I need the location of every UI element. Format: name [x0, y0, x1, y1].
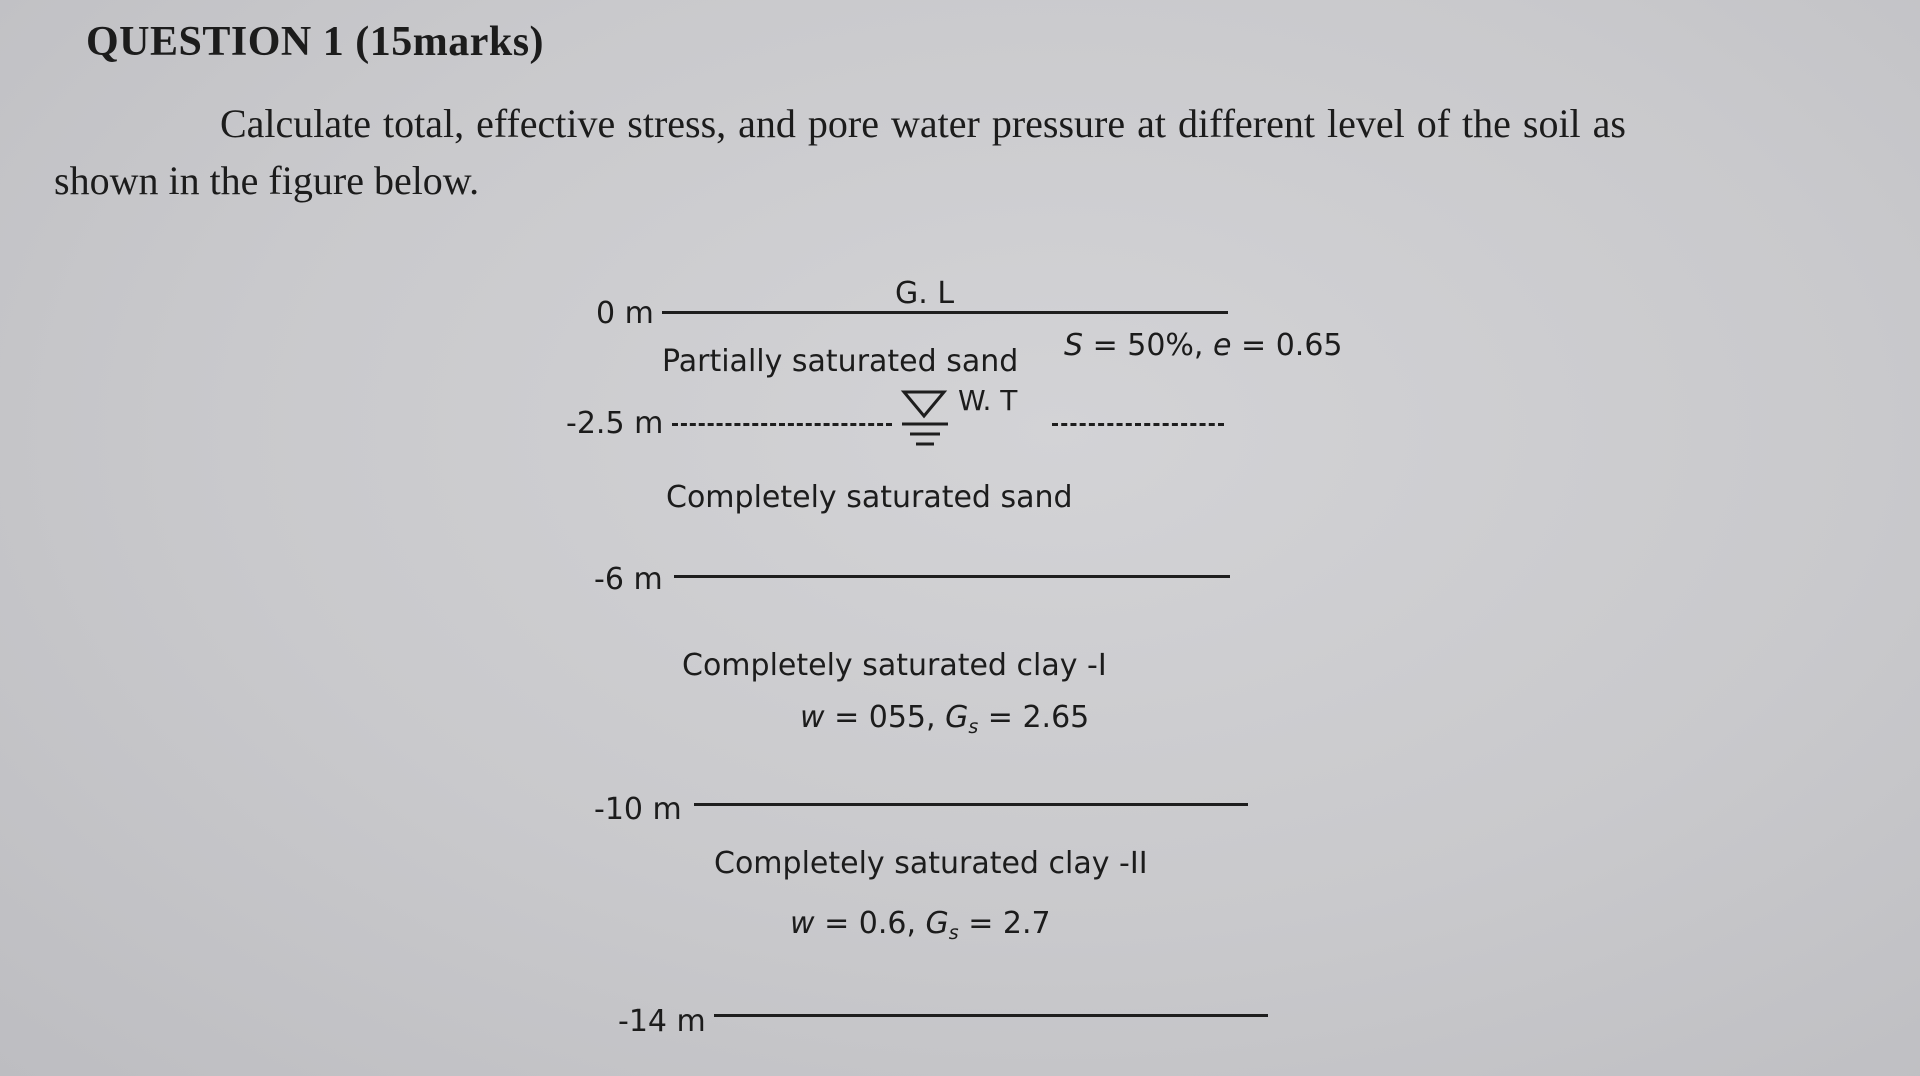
- depth-label-10m: -10 m: [594, 792, 682, 827]
- layer-props-saturated-clay-1: [800, 700, 1089, 738]
- water-content-value: = 0.6,: [814, 906, 926, 941]
- depth-label-6m: -6 m: [594, 562, 663, 597]
- void-ratio-symbol: e: [1213, 328, 1232, 363]
- layer-props-saturated-clay-2: [790, 906, 1051, 944]
- water-table-label: W. T: [958, 384, 1018, 417]
- layer-name-partially-saturated-sand: Partially saturated sand: [662, 344, 1019, 379]
- specific-gravity-subscript: s: [968, 716, 979, 738]
- saturation-symbol: S: [1064, 328, 1084, 363]
- layer-boundary-10m: [694, 803, 1248, 806]
- layer-name-completely-saturated-sand: Completely saturated sand: [666, 480, 1073, 515]
- ground-level-line: [662, 311, 1228, 314]
- layer-name-saturated-clay-2: Completely saturated clay -II: [714, 846, 1148, 881]
- ground-level-label: G. L: [895, 276, 955, 311]
- water-table-line-left: [672, 423, 892, 426]
- depth-label-0m: 0 m: [596, 296, 654, 331]
- layer-props-partially-saturated-sand: [1064, 328, 1343, 363]
- void-ratio-value: = 0.65: [1231, 328, 1343, 363]
- depth-label-14m: -14 m: [618, 1004, 706, 1039]
- specific-gravity-subscript: s: [948, 922, 959, 944]
- question-heading: QUESTION 1 (15marks): [86, 19, 545, 65]
- water-table-icon: [900, 388, 956, 456]
- water-content-symbol: w: [790, 906, 815, 941]
- water-content-value: = 055,: [824, 700, 946, 735]
- water-table-line-right: [1052, 423, 1224, 426]
- specific-gravity-value: = 2.65: [978, 700, 1090, 735]
- saturation-value: = 50%,: [1083, 328, 1214, 363]
- question-text-line-2: shown in the figure below.: [54, 158, 480, 203]
- layer-boundary-6m: [674, 575, 1230, 578]
- layer-name-saturated-clay-1: Completely saturated clay -I: [682, 648, 1107, 683]
- question-text-line-1: Calculate total, effective stress, and pore water pressure at different level of the soil as: [220, 101, 1626, 146]
- water-content-symbol: w: [800, 700, 825, 735]
- layer-boundary-14m: [714, 1014, 1268, 1017]
- specific-gravity-symbol: G: [945, 700, 969, 735]
- depth-label-2-5m: -2.5 m: [566, 406, 664, 441]
- specific-gravity-symbol: G: [925, 906, 949, 941]
- specific-gravity-value: = 2.7: [958, 906, 1051, 941]
